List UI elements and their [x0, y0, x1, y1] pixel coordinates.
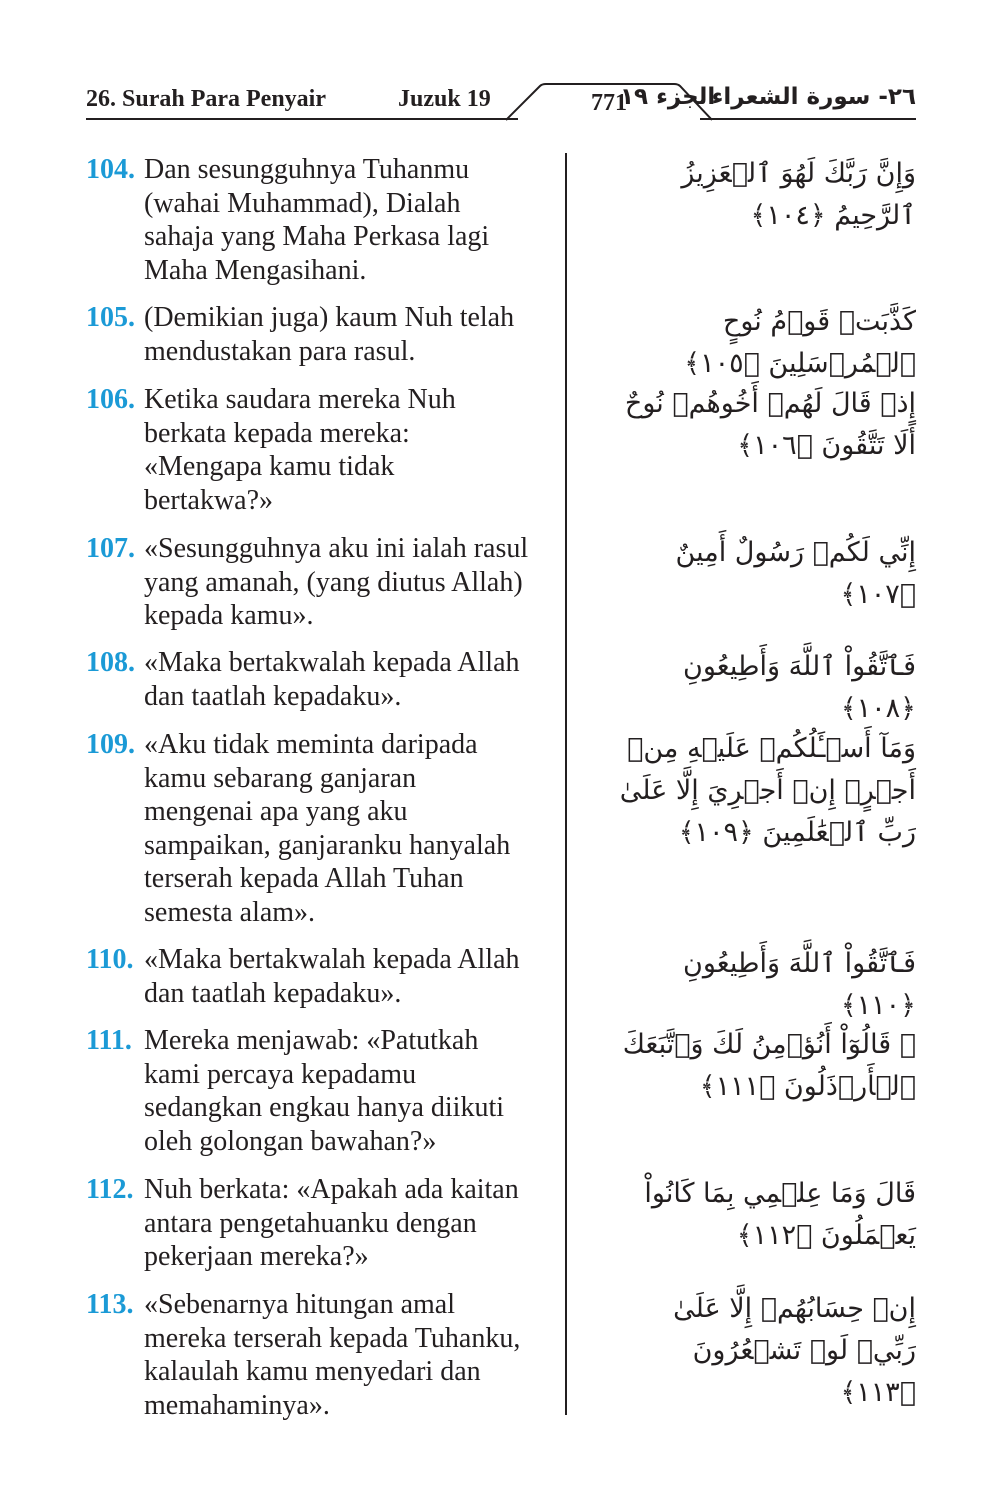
arabic-juz-label: الجزء ١٩: [620, 84, 716, 110]
verse-number: 105.: [86, 302, 135, 333]
verse-translation: «Maka bertakwalah kepada Allah dan taatlah kepadaku».: [144, 647, 520, 712]
verse-translation: «Aku tidak meminta daripada kamu sebarang ganjaran mengenai apa yang aku sampaikan, ganjaranku hanyalah terserah kepada Allah Tuhan semesta alam».: [144, 729, 511, 928]
verse-arabic: إِنۡ حِسَابُهُمۡ إِلَّا عَلَىٰ رَبِّيۖ لَوۡ تَشۡعُرُونَ ﴿١١٣﴾: [673, 1293, 916, 1408]
column-divider: [565, 153, 567, 1415]
verse-arabic: فَٱتَّقُواْ ٱللَّهَ وَأَطِيعُونِ ﴿١٠٨﴾: [683, 651, 916, 724]
verse-number: 106.: [86, 384, 135, 415]
verse-arabic: وَمَآ أَسۡـَٔلُكُمۡ عَلَيۡهِ مِنۡ أَجۡرٍۖ إِنۡ أَجۡرِيَ إِلَّا عَلَىٰ رَبِّ ٱلۡعَٰلَمِينَ ﴿١٠٩﴾: [619, 733, 916, 848]
verse-translation: «Sesungguhnya aku ini ialah rasul yang amanah, (yang diutus Allah) kepada kamu».: [144, 533, 529, 631]
verse-arabic: فَٱتَّقُواْ ٱللَّهَ وَأَطِيعُونِ ﴿١١٠﴾: [683, 948, 916, 1021]
header-rule-right: [700, 118, 916, 120]
page-header: [86, 82, 916, 122]
verse-number: 111.: [86, 1025, 132, 1056]
verse-translation: Nuh berkata: «Apakah ada kaitan antara pengetahuanku dengan pekerjaan mereka?»: [144, 1174, 519, 1272]
verse-arabic: إِنِّي لَكُمۡ رَسُولٌ أَمِينٌ ﴿١٠٧﴾: [675, 537, 916, 610]
verse-number: 104.: [86, 154, 135, 185]
verse-number: 108.: [86, 647, 135, 678]
header-rule-left: [86, 118, 518, 120]
verse-translation: Ketika saudara mereka Nuh berkata kepada mereka: «Mengapa kamu tidak bertakwa?»: [144, 384, 456, 516]
verse-arabic: ۞ قَالُوٓاْ أَنُؤۡمِنُ لَكَ وَٱتَّبَعَكَ ٱلۡأَرۡذَلُونَ ﴿١١١﴾: [622, 1029, 916, 1102]
verse-number: 107.: [86, 533, 135, 564]
juzuk-label: Juzuk 19: [398, 86, 491, 112]
verse-arabic: وَإِنَّ رَبَّكَ لَهُوَ ٱلۡعَزِيزُ ٱلرَّحِيمُ ﴿١٠٤﴾: [681, 158, 916, 231]
verse-translation: Mereka menjawab: «Patutkah kami percaya kepadamu sedangkan engkau hanya diikuti oleh golongan bawahan?»: [144, 1025, 505, 1157]
verse-translation: «Sebenarnya hitungan amal mereka terserah kepada Tuhanku, kalaulah kamu menyedari dan memahaminya».: [144, 1289, 521, 1421]
verse-number: 112.: [86, 1174, 134, 1205]
verse-translation: (Demikian juga) kaum Nuh telah mendustakan para rasul.: [144, 302, 515, 367]
arabic-surah-title: ٢٦- سورة الشعراء: [711, 84, 916, 110]
verse-arabic: كَذَّبَتۡ قَوۡمُ نُوحٍ ٱلۡمُرۡسَلِينَ ﴿١٠٥﴾: [684, 306, 916, 379]
page-number: 771: [591, 90, 627, 116]
verse-arabic: إِذۡ قَالَ لَهُمۡ أَخُوهُمۡ نُوحٌ أَلَا تَتَّقُونَ ﴿١٠٦﴾: [624, 388, 916, 461]
verse-arabic: قَالَ وَمَا عِلۡمِي بِمَا كَانُواْ يَعۡمَلُونَ ﴿١١٢﴾: [644, 1178, 916, 1251]
verse-number: 109.: [86, 729, 135, 760]
surah-title: 26. Surah Para Penyair: [86, 86, 326, 112]
verse-number: 113.: [86, 1289, 134, 1320]
verse-translation: Dan sesungguhnya Tuhanmu (wahai Muhammad), Dialah sahaja yang Maha Perkasa lagi Maha Mengasihani.: [144, 154, 490, 286]
verse-translation: «Maka bertakwalah kepada Allah dan taatlah kepadaku».: [144, 944, 520, 1009]
verse-number: 110.: [86, 944, 134, 975]
